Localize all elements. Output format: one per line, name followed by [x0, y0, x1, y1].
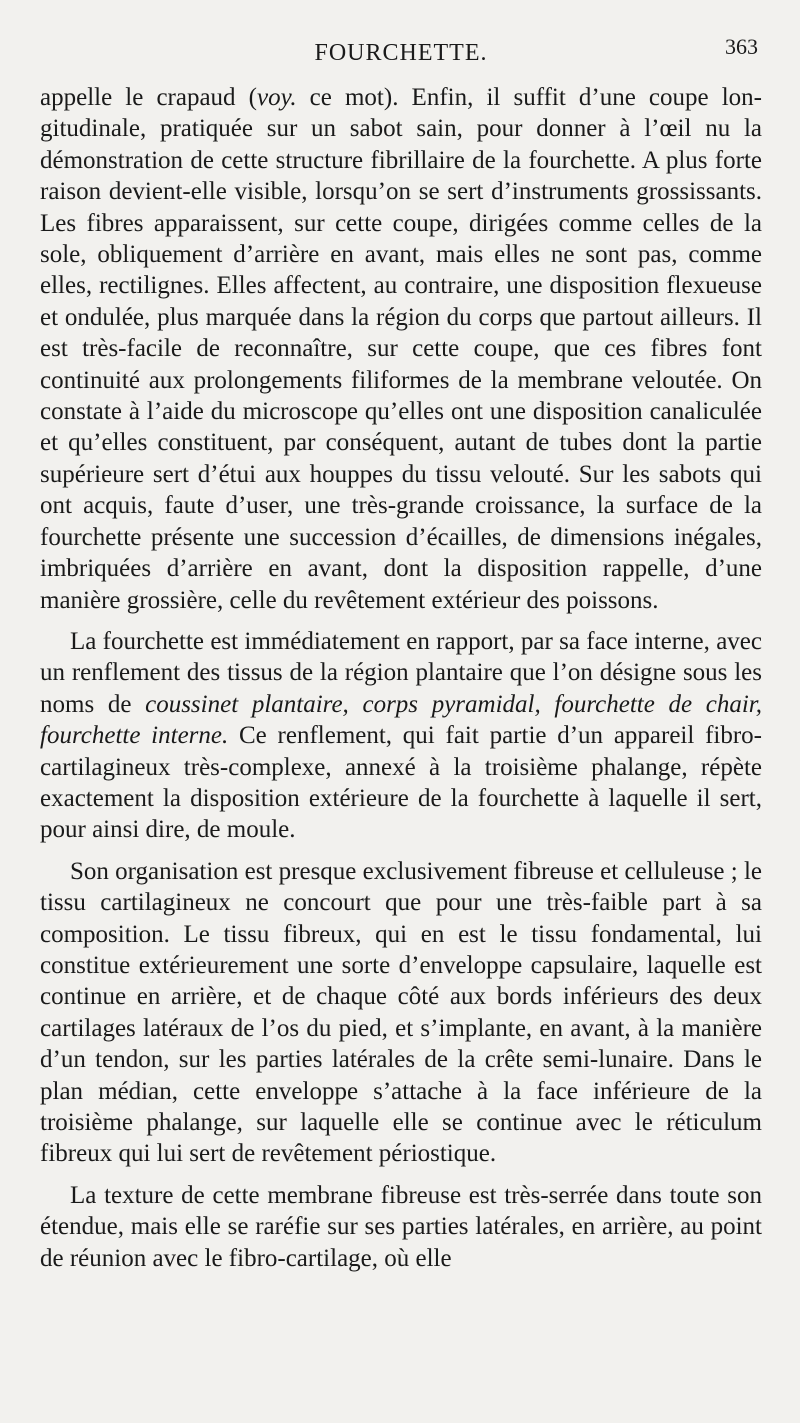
italic-text-run: coussinet plantaire, corps pyramidal, fourchette de chair, fourchette interne. — [40, 690, 762, 750]
paragraph-1 — [40, 82, 762, 616]
text-run: appelle le crapaud ( — [40, 84, 257, 111]
text-run: La texture de cette membrane fibreuse est très-serrée dans toute son étendue, mais elle se raréfie sur ses parties latérales, en arrière, au point de réunion avec le fibro-cartilage, où elle — [40, 1181, 762, 1272]
italic-text-run: voy. — [257, 84, 297, 111]
text-run: Ce renflement, qui fait partie d’un appareil fibro-cartilagineux très-complexe, annexé à la troisième phalange, répète exactement la disposition extérieure de la fourchette à laquelle il sert, pour ainsi dire, de moule. — [40, 722, 762, 844]
running-head — [40, 30, 762, 82]
text-run: La fourchette est immédiatement en rapport, par sa face interne, avec un renflement des tissus de la région plantaire que l’on désigne sous les noms de — [40, 627, 762, 718]
running-title: FOURCHETTE. — [314, 40, 488, 66]
paragraph-4 — [40, 1180, 762, 1274]
paragraph-3 — [40, 856, 762, 1170]
page-number: 363 — [725, 34, 758, 59]
paragraph-2 — [40, 626, 762, 846]
text-run: Son organisation est presque exclusivement fibreuse et celluleuse ; le tissu cartilagineux ne concourt que pour une très-faible part à sa composition. Le tissu fibreux, qui en est le tissu fondamental, lui constitue extérieurement une sorte d’enveloppe capsulaire, laquelle est continue en arrière, et de chaque côté aux bords inférieurs des deux cartilages latéraux de l’os du pied, et s’implante, en avant, à la manière d’un tendon, sur les parties latérales de la crête semi-lunaire. Dans le plan médian, cette enveloppe s’attache à la face inférieure de la troisième phalange, sur laquelle elle se continue avec le réticulum fibreux qui lui sert de revêtement périostique. — [40, 857, 762, 1168]
body-text — [40, 82, 762, 1274]
text-run: ce mot). Enfin, il suffit d’une coupe longitudinale, pratiquée sur un sabot sain, pour donner à l’œil nu la démonstration de cette structure fibrillaire de la fourchette. A plus forte raison devient-elle visible, lorsqu’on se sert d’instruments grossissants. Les fibres apparaissent, sur cette coupe, dirigées comme celles de la sole, obliquement d’arrière en avant, mais elles ne sont pas, comme elles, rectilignes. Elles affectent, au contraire, une disposition flexueuse et ondulée, plus marquée dans la région du corps que partout ailleurs. Il est très-facile de reconnaître, sur cette coupe, que ces fibres font continuité aux prolongements filiformes de la membrane veloutée. On constate à l’aide du microscope qu’elles ont une disposition canaliculée et qu’elles constituent, par conséquent, autant de tubes dont la partie supérieure sert d’étui aux houppes du tissu velouté. Sur les sabots qui ont acquis, faute d’user, une très-grande croissance, la surface de la fourchette présente une succession d’écailles, de dimensions inégales, imbriquées d’arrière en avant, dont la disposition rappelle, d’une manière grossière, celle du revêtement extérieur des poissons. — [40, 84, 762, 614]
